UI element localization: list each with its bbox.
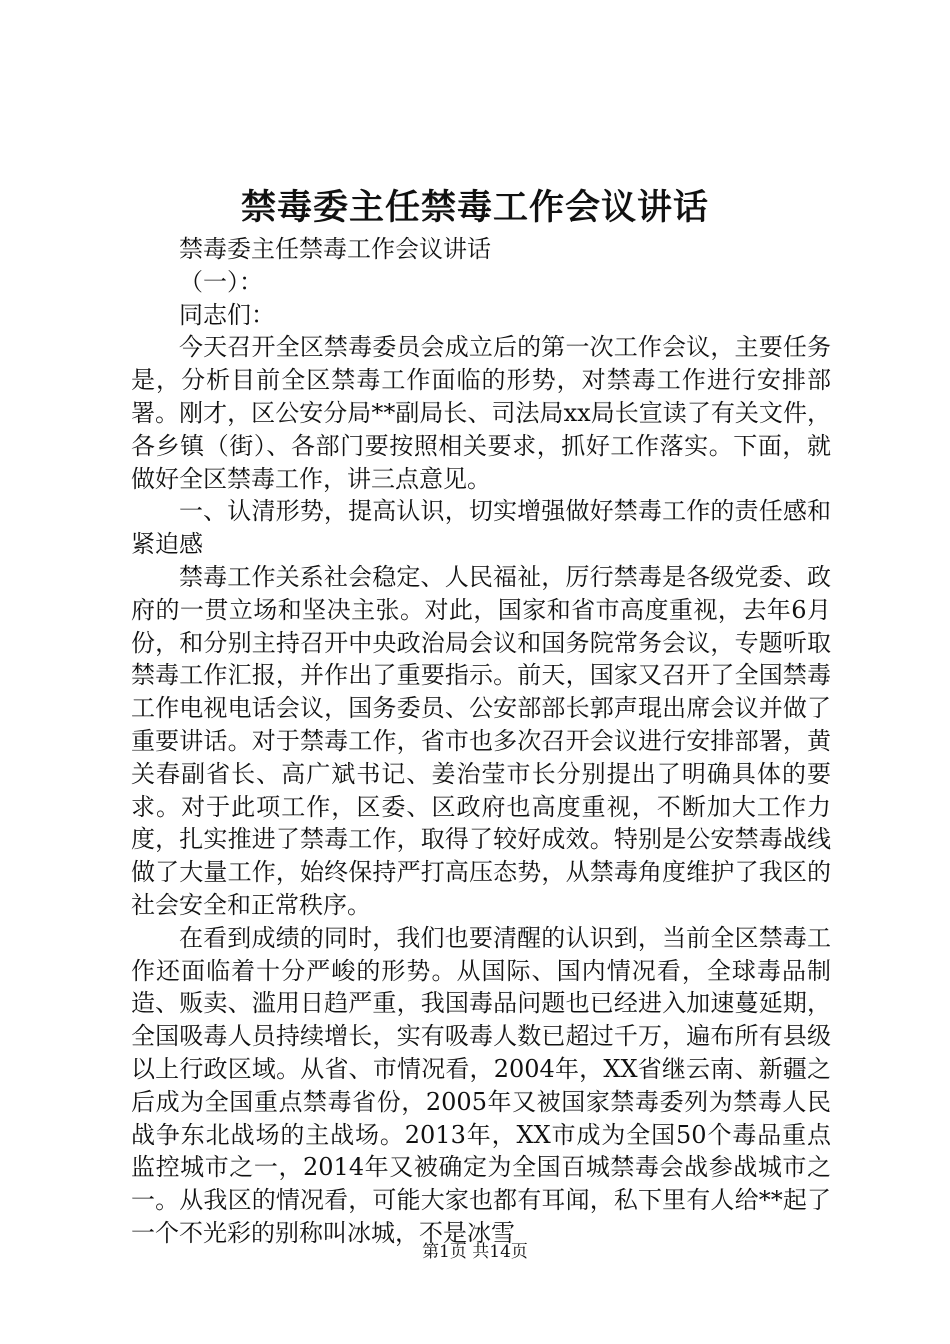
paragraph-section-marker: （一）：: [179, 267, 263, 296]
paragraph-body: 在看到成绩的同时，我们也要清醒的认识到，当前全区禁毒工作还面临着十分严峻的形势。从国际、国内情况看，全球毒品制造、贩卖、滥用日趋严重，我国毒品问题也已经进入加速蔓延期，全国吸毒人员持续增长，实有吸毒人数已超过千万，遍布所有县级以上行政区域。从省、市情况看，2004年，XX省继云南、新疆之后成为全国重点禁毒省份，2005年又被国家禁毒委列为禁毒人民战争东北战场的主战场。2013年，XX市成为全国50个毒品重点监控城市之一，2014年又被确定为全国百城禁毒会战参战城市之一。从我区的情况看，可能大家也都有耳闻，私下里有人给**起了一个不光彩的别称叫冰城，不是冰雪: [131, 923, 831, 1247]
paragraph-salutation: 同志们：: [179, 300, 275, 329]
document-body: [131, 233, 831, 1250]
paragraph-heading-one: 一、认清形势，提高认识，切实增强做好禁毒工作的责任感和紧迫感: [131, 497, 831, 559]
page-number: 第1页 共14页: [422, 1242, 528, 1262]
paragraph-body: 禁毒工作关系社会稳定、人民福祉，厉行禁毒是各级党委、政府的一贯立场和坚决主张。对此，国家和省市高度重视，去年6月份，和分别主持召开中央政治局会议和国务院常务会议，专题听取禁毒工作汇报，并作出了重要指示。前天，国家又召开了全国禁毒工作电视电话会议，国务委员、公安部部长郭声琨出席会议并做了重要讲话。对于禁毒工作，省市也多次召开会议进行安排部署，黄关春副省长、高广斌书记、姜治莹市长分别提出了明确具体的要求。对于此项工作，区委、区政府也高度重视，不断加大工作力度，扎实推进了禁毒工作，取得了较好成效。特别是公安禁毒战线做了大量工作，始终保持严打高压态势，从禁毒角度维护了我区的社会安全和正常秩序。: [131, 562, 831, 919]
paragraph-subtitle: 禁毒委主任禁毒工作会议讲话: [179, 235, 491, 263]
page-title: 禁毒委主任禁毒工作会议讲话: [240, 187, 709, 228]
paragraph-intro: 今天召开全区禁毒委员会成立后的第一次工作会议，主要任务是，分析目前全区禁毒工作面临的形势，对禁毒工作进行安排部署。刚才，区公安分局**副局长、司法局xx局长宣读了有关文件，各乡镇（街）、各部门要按照相关要求，抓好工作落实。下面，就做好全区禁毒工作，讲三点意见。: [131, 333, 831, 493]
